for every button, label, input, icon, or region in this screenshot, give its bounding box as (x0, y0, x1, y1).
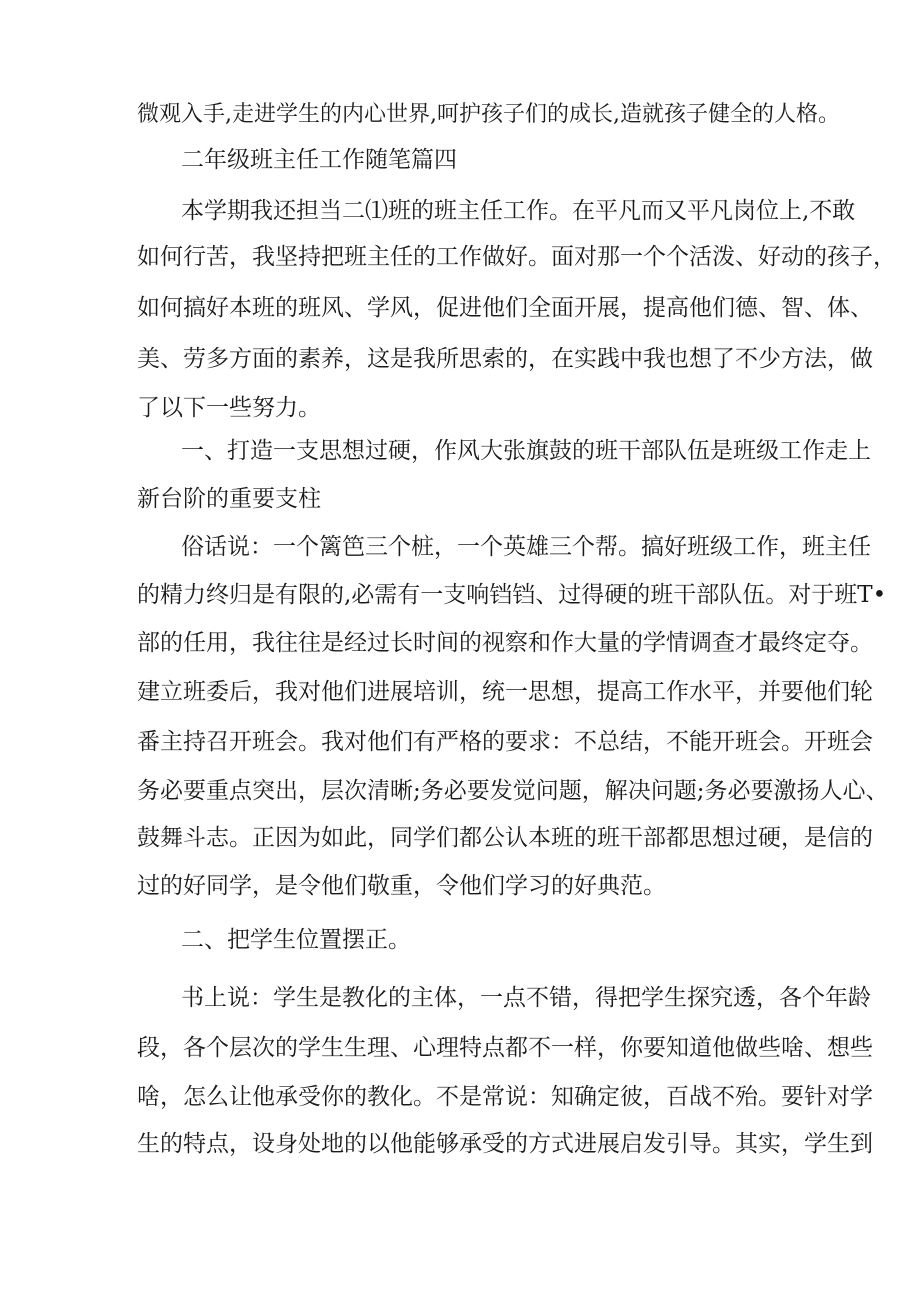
text-line-8: 一、打造一支思想过硬，作风大张旗鼓的班干部队伍是班级工作走上 (181, 438, 871, 464)
text-line-1: 微观入手,走进学生的内心世界,呵护孩子们的成长,造就孩子健全的人格。 (137, 102, 840, 127)
text-line-21: 啥，怎么让他承受你的教化。不是常说：知确定彼，百战不殆。要针对学 (137, 1084, 873, 1110)
text-line-15: 务必要重点突出，层次清晰;务必要发觉问题，解决问题;务必要激扬人心、 (137, 778, 889, 804)
text-line-16: 鼓舞斗志。正因为如此，同学们都公认本班的班干部都思想过硬，是信的 (137, 825, 873, 851)
text-line-19: 书上说：学生是教化的主体，一点不错，得把学生探究透，各个年龄 (181, 985, 871, 1011)
text-line-11: 的精力终归是有限的,必需有一支响铛铛、过得硬的班干部队伍。对于班T• (137, 582, 887, 608)
text-line-20: 段，各个层次的学生生理、心理特点都不一样，你要知道他做些啥、想些 (137, 1035, 873, 1061)
text-line-5: 如何搞好本班的班风、学风，促进他们全面开展，提高他们德、智、体、 (137, 295, 873, 321)
text-line-13: 建立班委后，我对他们进展培训，统一思想，提高工作水平，并要他们轮 (137, 679, 873, 705)
text-line-18: 二、把学生位置摆正。 (181, 927, 411, 953)
text-line-4: 如何行苦，我坚持把班主任的工作做好。面对那一个个活泼、好动的孩子， (137, 244, 896, 270)
text-line-3: 本学期我还担当二⑴班的班主任工作。在平凡而又平凡岗位上,不敢 (181, 198, 856, 224)
text-line-9: 新台阶的重要支柱 (137, 486, 321, 512)
text-line-12: 部的任用，我往往是经过长时间的视察和作大量的学情调查才最终定夺。 (137, 630, 873, 656)
text-line-17: 过的好同学，是令他们敬重，令他们学习的好典范。 (137, 873, 666, 899)
text-line-10: 俗话说：一个篱笆三个桩，一个英雄三个帮。搞好班级工作，班主任 (181, 534, 871, 560)
text-line-22: 生的特点，设身处地的以他能够承受的方式进展启发引导。其实，学生到 (137, 1131, 873, 1157)
text-line-7: 了以下一些努力。 (137, 395, 321, 421)
text-line-14: 番主持召开班会。我对他们有严格的要求：不总结，不能开班会。开班会 (137, 729, 873, 755)
text-line-6: 美、劳多方面的素养，这是我所思索的，在实践中我也想了不少方法，做 (137, 346, 873, 372)
section-heading: 二年级班主任工作随笔篇四 (181, 147, 457, 173)
